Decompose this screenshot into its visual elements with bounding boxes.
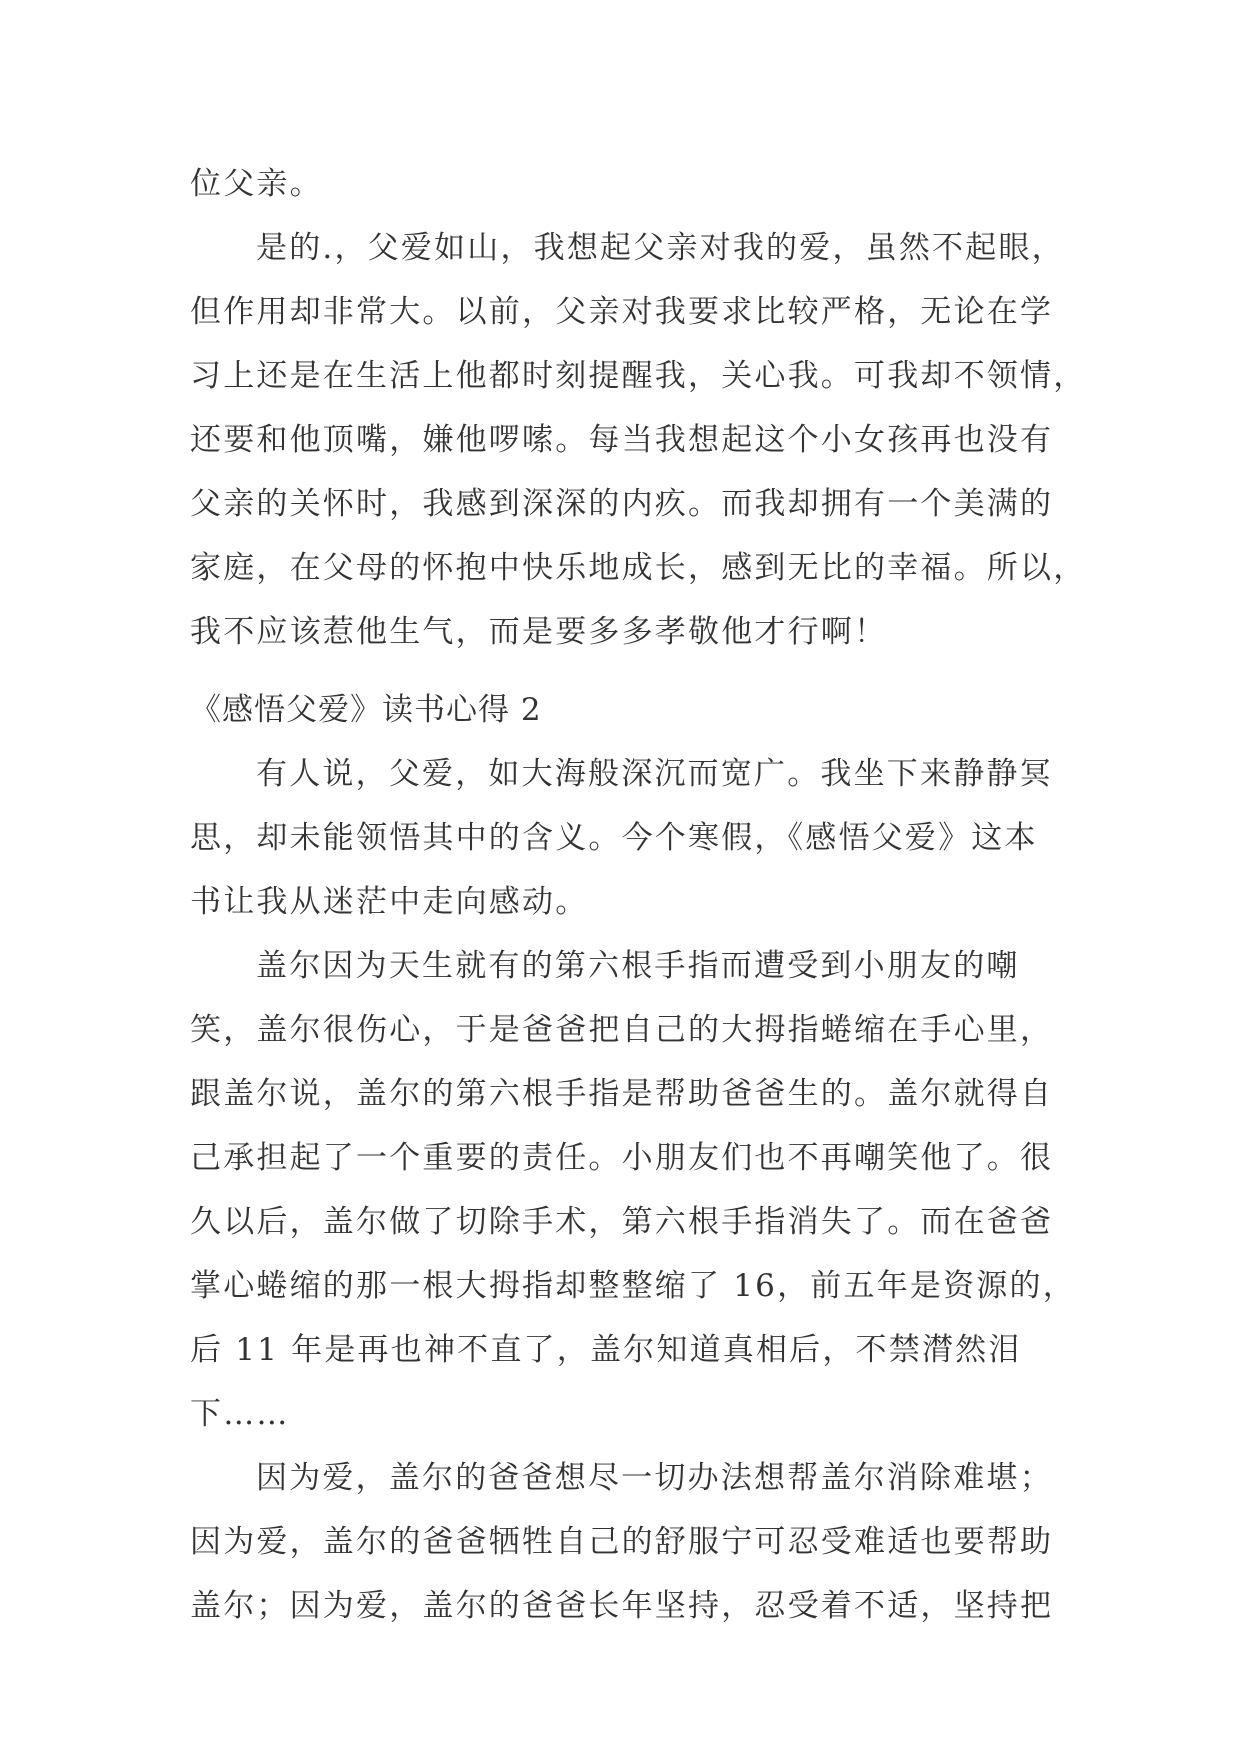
- paragraph-line: 掌心蜷缩的那一根大拇指却整整缩了 16，前五年是资源的，: [190, 1268, 1076, 1304]
- paragraph-line: 父亲的关怀时，我感到深深的内疚。而我却拥有一个美满的: [190, 486, 1054, 522]
- paragraph-line: 因为爱，盖尔的爸爸想尽一切办法想帮盖尔消除难堪；: [256, 1460, 1053, 1496]
- paragraph-line: 是的.，父爱如山，我想起父亲对我的爱，虽然不起眼，: [256, 230, 1065, 266]
- paragraph-line: 己承担起了一个重要的责任。小朋友们也不再嘲笑他了。很: [190, 1140, 1054, 1176]
- paragraph-line: 习上还是在生活上他都时刻提醒我，关心我。可我却不领情，: [190, 358, 1087, 394]
- paragraph-line: 思，却未能领悟其中的含义。今个寒假，《感悟父爱》这本: [190, 820, 1038, 856]
- paragraph-line: 我不应该惹他生气，而是要多多孝敬他才行啊！: [190, 614, 888, 650]
- paragraph-line: 家庭，在父母的怀抱中快乐地成长，感到无比的幸福。所以，: [190, 550, 1087, 586]
- paragraph-line: 有人说，父爱，如大海般深沉而宽广。我坐下来静静冥: [256, 756, 1053, 792]
- paragraph-line: 后 11 年是再也神不直了，盖尔知道真相后，不禁潸然泪: [190, 1332, 1022, 1368]
- paragraph-line: 下……: [190, 1396, 290, 1432]
- paragraph-line: 盖尔因为天生就有的第六根手指而遭受到小朋友的嘲: [256, 948, 1020, 984]
- paragraph-line: 跟盖尔说，盖尔的第六根手指是帮助爸爸生的。盖尔就得自: [190, 1076, 1054, 1112]
- text-block-2: [190, 678, 1076, 1638]
- paragraph-line: 但作用却非常大。以前，父亲对我要求比较严格，无论在学: [190, 294, 1054, 330]
- paragraph-line: 久以后，盖尔做了切除手术，第六根手指消失了。而在爸爸: [190, 1204, 1054, 1240]
- paragraph-line: 盖尔；因为爱，盖尔的爸爸长年坚持，忍受着不适，坚持把: [190, 1588, 1054, 1624]
- paragraph-line: 位父亲。: [190, 166, 323, 202]
- paragraph-line: 书让我从迷茫中走向感动。: [190, 884, 589, 920]
- paragraph-line: 笑，盖尔很伤心，于是爸爸把自己的大拇指蜷缩在手心里，: [190, 1012, 1054, 1048]
- section-title: 《感悟父爱》读书心得 2: [190, 692, 542, 728]
- text-block-1: [190, 152, 1087, 664]
- paragraph-line: 因为爱，盖尔的爸爸牺牲自己的舒服宁可忍受难适也要帮助: [190, 1524, 1054, 1560]
- paragraph-line: 还要和他顶嘴，嫌他啰嗦。每当我想起这个小女孩再也没有: [190, 422, 1054, 458]
